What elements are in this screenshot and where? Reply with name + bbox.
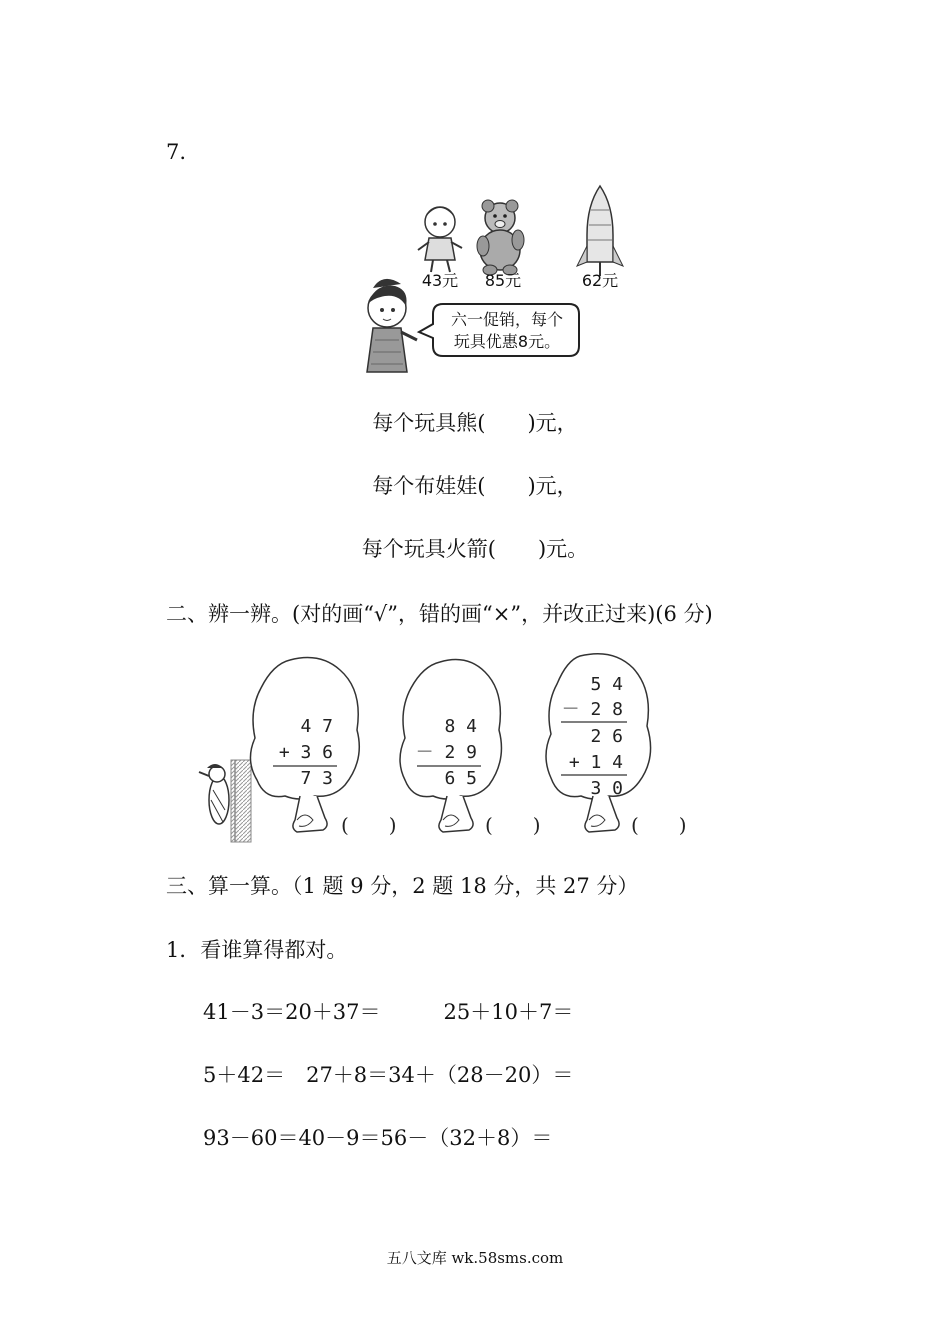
tree-2 xyxy=(400,660,541,837)
tree-3-row-5: 3 0 xyxy=(590,778,623,799)
tree-3-row-1: 5 4 xyxy=(590,674,623,695)
tree-1-row-2: + 3 6 xyxy=(278,742,333,763)
tree-3-row-4: + 1 4 xyxy=(568,752,623,773)
doll-price: 43元 xyxy=(421,271,459,290)
tree-1-row-3: 7 3 xyxy=(300,768,333,789)
answer-line-bear: 每个玩具熊( )元， xyxy=(372,411,578,435)
tree-1-row-1: 4 7 xyxy=(300,716,333,737)
problem-number: 7. xyxy=(166,140,187,164)
tree-3-answer-paren: ( ) xyxy=(631,813,687,837)
speech-line-2: 玩具优惠8元。 xyxy=(453,332,561,351)
tree-2-row-3: 6 5 xyxy=(444,768,477,789)
calc-line-2: 5＋42＝ 27＋8＝34＋（28－20）＝ xyxy=(203,1063,574,1087)
tree-2-row-1: 8 4 xyxy=(444,716,477,737)
trees-illustration xyxy=(195,650,705,850)
tree-3-row-2: － 2 8 xyxy=(561,699,623,720)
section-2-title: 二、辨一辨。(对的画“√”，错的画“×”，并改正过来)(6 分) xyxy=(166,602,713,626)
speech-bubble xyxy=(419,304,579,356)
tree-2-answer-paren: ( ) xyxy=(485,813,541,837)
tree-1 xyxy=(250,658,396,837)
promotion-illustration xyxy=(355,180,635,380)
tree-1-answer-paren: ( ) xyxy=(341,813,397,837)
tree-3-row-3: 2 6 xyxy=(590,726,623,747)
speech-line-1: 六一促销，每个 xyxy=(450,310,564,329)
bear-price: 85元 xyxy=(484,271,522,290)
tree-3 xyxy=(546,654,687,837)
answer-line-doll: 每个布娃娃( )元， xyxy=(372,474,578,498)
section-3-title: 三、算一算。（1 题 9 分，2 题 18 分，共 27 分） xyxy=(166,874,639,898)
footer-watermark: 五八文库 wk.58sms.com xyxy=(386,1249,564,1267)
calc-line-1: 41－3＝20＋37＝ 25＋10＋7＝ xyxy=(203,1000,574,1024)
girl-icon xyxy=(367,279,417,372)
woodpecker-icon xyxy=(199,760,251,842)
rocket-icon xyxy=(577,186,623,276)
tree-2-row-2: － 2 9 xyxy=(415,742,477,763)
rocket-price: 62元 xyxy=(581,271,619,290)
answer-line-rocket: 每个玩具火箭( )元。 xyxy=(361,537,589,561)
question-1-title: 1．看谁算得都对。 xyxy=(166,938,348,962)
teddy-bear-icon xyxy=(477,200,524,275)
calc-line-3: 93－60＝40－9＝56－（32＋8）＝ xyxy=(203,1126,553,1150)
doll-icon xyxy=(418,207,462,272)
